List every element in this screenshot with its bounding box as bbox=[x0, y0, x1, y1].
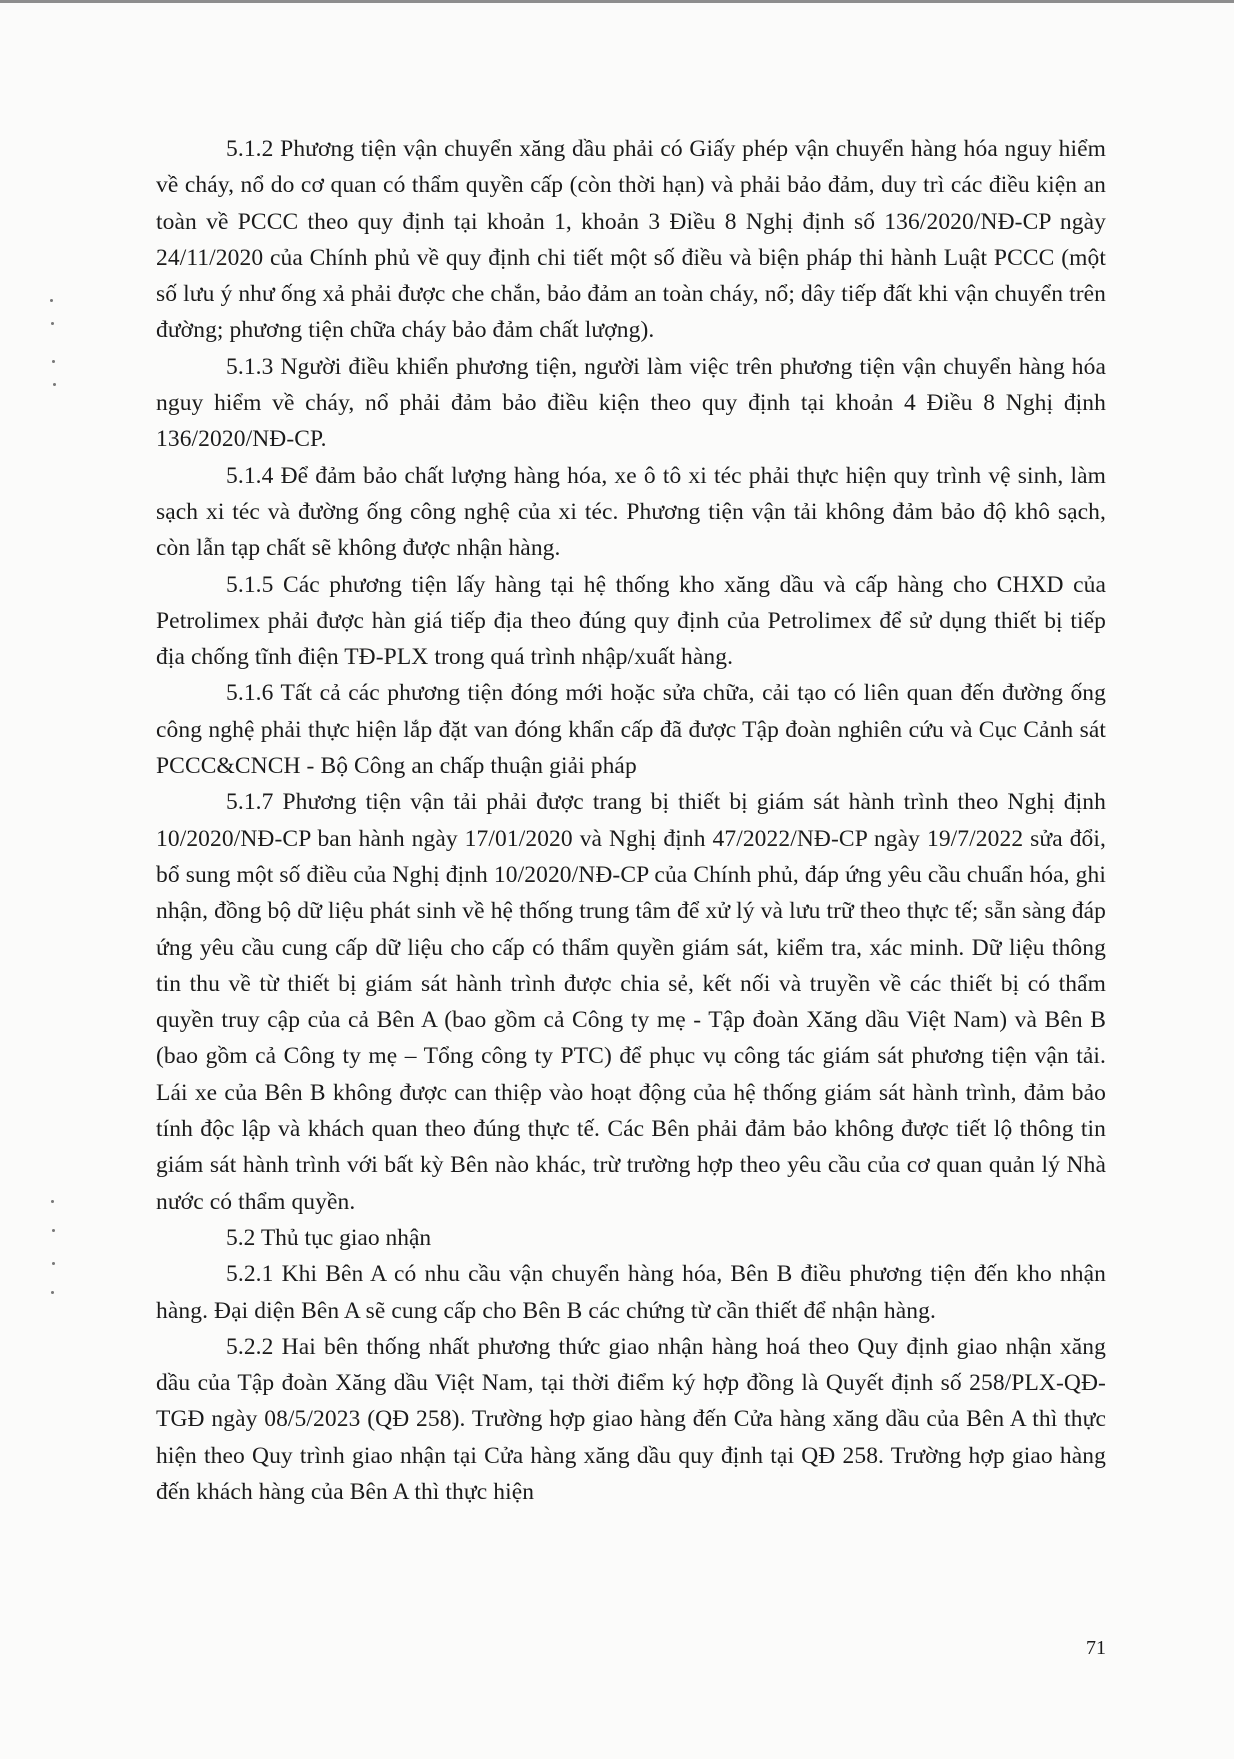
paragraph-5-1-4: 5.1.4 Để đảm bảo chất lượng hàng hóa, xe ô tô xi téc phải thực hiện quy trình vệ sinh, làm sạch xi téc và đường ống công nghệ của xi téc. Phương tiện vận tải không đảm bảo độ khô sạch, còn lẫn tạp chất sẽ không được nhận hàng. bbox=[156, 462, 1106, 562]
scan-speck bbox=[51, 1291, 54, 1294]
page-number: 71 bbox=[1086, 1637, 1106, 1659]
paragraph-5-1-3: 5.1.3 Người điều khiển phương tiện, người làm việc trên phương tiện vận chuyển hàng hóa nguy hiểm về cháy, nổ phải đảm bảo điều kiện theo quy định tại khoản 4 Điều 8 Nghị định 136/2020/NĐ-CP. bbox=[156, 353, 1106, 453]
scan-speck bbox=[52, 1262, 55, 1265]
paragraph-5-1-2: 5.1.2 Phương tiện vận chuyển xăng dầu phải có Giấy phép vận chuyển hàng hóa nguy hiểm về cháy, nổ do cơ quan có thẩm quyền cấp (còn thời hạn) và phải bảo đảm, duy trì các điều kiện an toàn về PCCC theo quy định tại khoản 1, khoản 3 Điều 8 Nghị định số 136/2020/NĐ-CP ngày 24/11/2020 của Chính phủ về quy định chi tiết một số điều và biện pháp thi hành Luật PCCC (một số lưu ý như ống xả phải được che chắn, bảo đảm an toàn cháy, nổ; dây tiếp đất khi vận chuyển trên đường; phương tiện chữa cháy bảo đảm chất lượng). bbox=[156, 136, 1106, 344]
page-top-edge bbox=[0, 0, 1234, 3]
scan-speck bbox=[50, 299, 53, 302]
section-heading-5-2: 5.2 Thủ tục giao nhận bbox=[226, 1224, 432, 1251]
paragraph-5-2-1: 5.2.1 Khi Bên A có nhu cầu vận chuyển hàng hóa, Bên B điều phương tiện đến kho nhận hàng. Đại diện Bên A sẽ cung cấp cho Bên B các chứng từ cần thiết để nhận hàng. bbox=[156, 1261, 1106, 1324]
scan-speck bbox=[52, 1229, 55, 1232]
scan-speck bbox=[51, 1200, 54, 1203]
scan-speck bbox=[52, 360, 55, 363]
paragraph-5-1-5: 5.1.5 Các phương tiện lấy hàng tại hệ thống kho xăng dầu và cấp hàng cho CHXD của Petrolimex phải được hàn giá tiếp địa theo đúng quy định của Petrolimex để sử dụng thiết bị tiếp địa chống tĩnh điện TĐ-PLX trong quá trình nhập/xuất hàng. bbox=[156, 571, 1106, 671]
paragraph-5-2-2: 5.2.2 Hai bên thống nhất phương thức giao nhận hàng hoá theo Quy định giao nhận xăng dầu của Tập đoàn Xăng dầu Việt Nam, tại thời điểm ký hợp đồng là Quyết định số 258/PLX-QĐ-TGĐ ngày 08/5/2023 (QĐ 258). Trường hợp giao hàng đến Cửa hàng xăng dầu của Bên A thì thực hiện theo Quy trình giao nhận tại Cửa hàng xăng dầu quy định tại QĐ 258. Trường hợp giao hàng đến khách hàng của Bên A thì thực hiện bbox=[156, 1333, 1106, 1505]
paragraph-5-1-7: 5.1.7 Phương tiện vận tải phải được trang bị thiết bị giám sát hành trình theo Nghị định 10/2020/NĐ-CP ban hành ngày 17/01/2020 và Nghị định 47/2022/NĐ-CP ngày 19/7/2022 sửa đổi, bổ sung một số điều của Nghị định 10/2020/NĐ-CP của Chính phủ, đáp ứng yêu cầu chuẩn hóa, ghi nhận, đồng bộ dữ liệu phát sinh về hệ thống trung tâm để xử lý và lưu trữ theo thực tế; sẵn sàng đáp ứng yêu cầu cung cấp dữ liệu cho cấp có thẩm quyền giám sát, kiểm tra, xác minh. Dữ liệu thông tin thu về từ thiết bị giám sát hành trình được chia sẻ, kết nối và truyền về các thiết bị có thẩm quyền truy cập của cả Bên A (bao gồm cả Công ty mẹ - Tập đoàn Xăng dầu Việt Nam) và Bên B (bao gồm cả Công ty mẹ – Tổng công ty PTC) để phục vụ công tác giám sát phương tiện vận tải. Lái xe của Bên B không được can thiệp vào hoạt động của hệ thống giám sát hành trình, đảm bảo tính độc lập và khách quan theo đúng thực tế. Các Bên phải đảm bảo không được tiết lộ thông tin giám sát hành trình với bất kỳ Bên nào khác, trừ trường hợp theo yêu cầu của cơ quan quản lý Nhà nước có thẩm quyền. bbox=[156, 789, 1106, 1215]
paragraph-5-1-6: 5.1.6 Tất cả các phương tiện đóng mới hoặc sửa chữa, cải tạo có liên quan đến đường ống công nghệ phải thực hiện lắp đặt van đóng khẩn cấp đã được Tập đoàn nghiên cứu và Cục Cảnh sát PCCC&CNCH - Bộ Công an chấp thuận giải pháp bbox=[156, 680, 1106, 780]
scan-speck bbox=[53, 383, 56, 386]
scan-speck bbox=[51, 322, 54, 325]
document-body bbox=[156, 131, 1106, 1510]
